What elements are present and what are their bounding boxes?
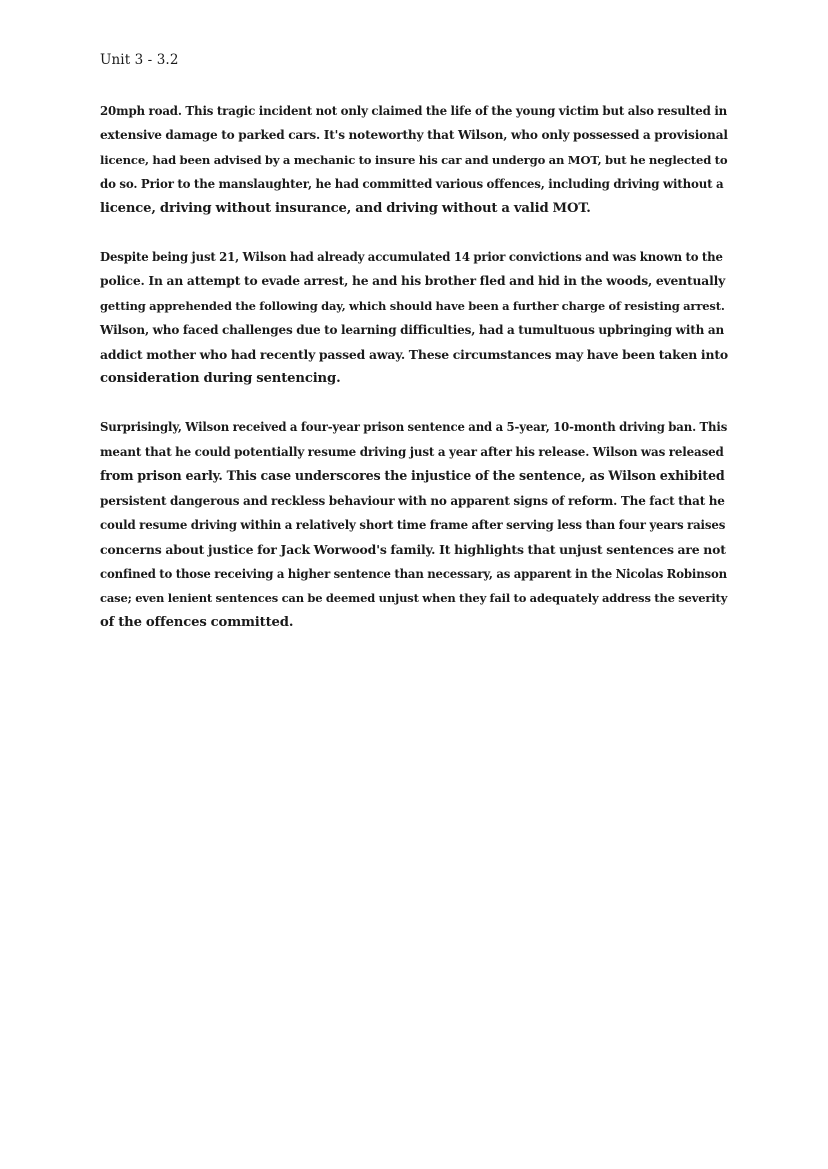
text-line: meant that he could potentially resume driving just a year after his release. Wilson was released: [100, 444, 724, 459]
text-line: confined to those receiving a higher sentence than necessary, as apparent in the Nicolas Robinson: [100, 566, 727, 581]
text-line: 20mph road. This tragic incident not only claimed the life of the young victim but also resulted in: [100, 104, 728, 118]
page-header: Unit 3 - 3.2: [100, 52, 179, 68]
paragraph: [100, 415, 728, 635]
text-line: persistent dangerous and reckless behaviour with no apparent signs of reform. The fact that he: [100, 493, 725, 508]
text-line: Wilson, who faced challenges due to learning difficulties, had a tumultuous upbringing with an: [100, 323, 725, 338]
text-line: of the offences committed.: [100, 614, 294, 630]
text-line: police. In an attempt to evade arrest, he and his brother fled and hid in the woods, eventually: [100, 273, 726, 289]
text-line: addict mother who had recently passed away. These circumstances may have been taken into: [100, 346, 729, 362]
text-line: Despite being just 21, Wilson had already accumulated 14 prior convictions and was known to the: [100, 250, 723, 265]
text-line: concerns about justice for Jack Worwood's family. It highlights that unjust sentences are not: [100, 541, 726, 557]
text-line: case; even lenient sentences can be deemed unjust when they fail to adequately address the severity: [100, 591, 728, 606]
text-line: from prison early. This case underscores the injustice of the sentence, as Wilson exhibited: [100, 468, 725, 484]
paragraph: [100, 99, 728, 221]
text-line: licence, driving without insurance, and driving without a valid MOT.: [100, 200, 591, 216]
text-line: do so. Prior to the manslaughter, he had committed various offences, including driving without a: [100, 177, 724, 192]
text-line: getting apprehended the following day, which should have been a further charge of resisting arrest.: [100, 298, 725, 313]
document-body: [100, 99, 728, 659]
text-line: consideration during sentencing.: [100, 371, 341, 387]
paragraph: [100, 245, 728, 391]
text-line: licence, had been advised by a mechanic to insure his car and undergo an MOT, but he neglected to: [100, 152, 728, 167]
text-line: could resume driving within a relatively short time frame after serving less than four years raises: [100, 518, 726, 533]
text-line: Surprisingly, Wilson received a four-year prison sentence and a 5-year, 10-month driving ban. This: [100, 420, 728, 435]
text-line: extensive damage to parked cars. It's noteworthy that Wilson, who only possessed a provisional: [100, 128, 728, 143]
